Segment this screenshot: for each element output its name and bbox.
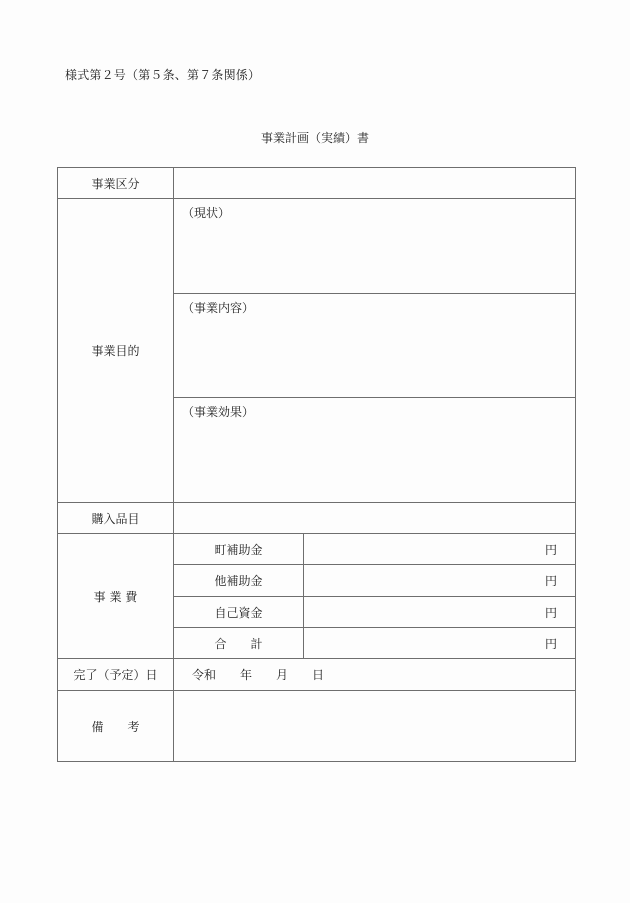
current-status-label: （現状） [182, 206, 231, 220]
own-funds-label-cell [173, 596, 304, 628]
completion-date-field[interactable] [173, 658, 576, 691]
completion-date-value: 令和 年 月 日 [192, 668, 325, 682]
yen-unit: 円 [544, 605, 557, 620]
total-amount-field[interactable] [303, 627, 576, 659]
town-subsidy-amount-field[interactable] [303, 533, 576, 565]
yen-unit: 円 [544, 636, 557, 651]
purchase-items-label-cell [57, 502, 174, 534]
business-category-label: 事業区分 [91, 176, 140, 191]
current-status-field[interactable] [173, 198, 576, 294]
town-subsidy-label-cell [173, 533, 304, 565]
business-effect-label: （事業効果） [182, 405, 255, 419]
remarks-field[interactable] [173, 690, 576, 762]
town-subsidy-label: 町補助金 [214, 542, 263, 557]
business-purpose-label: 事業目的 [91, 344, 140, 358]
project-cost-label-cell [57, 533, 174, 659]
business-content-field[interactable] [173, 293, 576, 398]
business-effect-field[interactable] [173, 397, 576, 503]
form-number: 様式第２号（第５条、第７条関係） [65, 68, 261, 82]
completion-date-label: 完了（予定）日 [73, 668, 158, 682]
completion-date-label-cell [57, 658, 174, 691]
business-category-field[interactable] [173, 167, 576, 199]
total-label-cell [173, 627, 304, 659]
document-title: 事業計画（実績）書 [260, 131, 369, 145]
other-subsidy-amount-field[interactable] [303, 564, 576, 597]
other-subsidy-label: 他補助金 [214, 574, 263, 588]
business-category-label-cell [57, 167, 174, 199]
total-label: 合 計 [214, 636, 263, 651]
project-cost-label: 事 業 費 [93, 589, 138, 604]
purchase-items-label: 購入品目 [91, 511, 140, 526]
purchase-items-field[interactable] [173, 502, 576, 534]
yen-unit: 円 [544, 574, 557, 588]
own-funds-label: 自己資金 [214, 605, 263, 620]
remarks-label: 備 考 [91, 719, 140, 734]
business-content-label: （事業内容） [182, 301, 255, 315]
yen-unit: 円 [544, 542, 557, 557]
business-purpose-label-cell [57, 198, 174, 503]
remarks-label-cell [57, 690, 174, 762]
own-funds-amount-field[interactable] [303, 596, 576, 628]
other-subsidy-label-cell [173, 564, 304, 597]
